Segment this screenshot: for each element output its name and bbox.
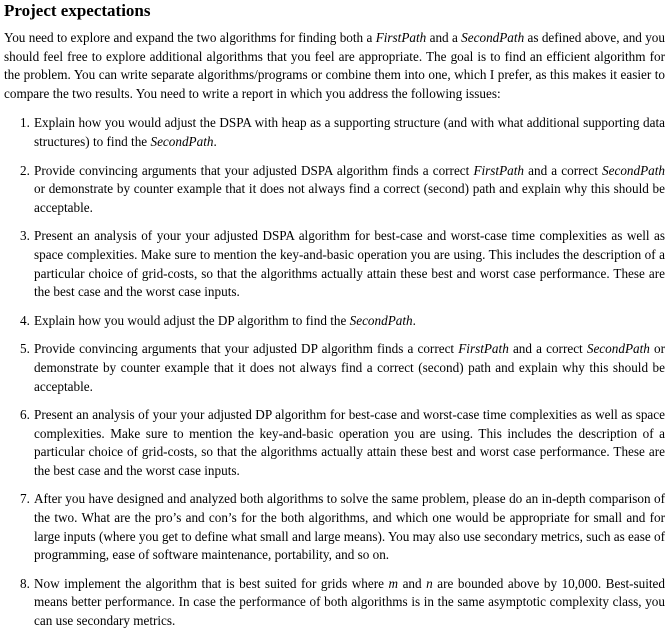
list-item [4,162,665,218]
list-item-number: 1. [20,115,30,131]
list-item-text: Explain how you would adjust the DSPA with heap as a supporting structure (and with what additional supporting data structures) to find the SecondPath. [34,115,665,149]
list-item-number: 8. [20,575,30,591]
list-item [4,312,665,331]
list-item-number: 6. [20,407,30,423]
list-item [4,575,665,631]
list-item-number: 2. [20,162,30,178]
list-item-number: 4. [20,312,30,328]
list-item-number: 5. [20,341,30,357]
list-item-text: After you have designed and analyzed both algorithms to solve the same problem, please do an in-depth comparison of the two. What are the pro’s and con’s for the both algorithms, and which one would be appropriate for small and for large inputs (where you get to define what small and large means). You may also use secondary metrics, such as ease of programming, ease of software maintenance, portability, and so on. [34,491,665,563]
list-item-text: Now implement the algorithm that is best suited for grids where m and n are bounded above by 10,000. Best-suited means better performance. In case the performance of both algorithms is in the same asymptotic complexity class, you can use secondary metrics. [34,575,666,629]
list-item-text: Present an analysis of your your adjusted DP algorithm for best-case and worst-case time complexities as well as space complexities. Make sure to mention the key-and-basic operation you are using. This includes the description of a particular choice of grid-costs, so that the algorithms actually attain these best and worst case performance. These are the best case and the worst case inputs. [34,407,665,478]
list-item-text: Explain how you would adjust the DP algorithm to find the SecondPath. [34,312,416,328]
intro-paragraph: You need to explore and expand the two algorithms for finding both a FirstPath and a SecondPath as defined above, and you should feel free to explore additional algorithms that you feel are appropriate. The goal is to find an efficient algorithm for the problem. You can write separate algorithms/programs or combine them into one, which I prefer, as this makes it easier to compare the two results. You need to write a report in which you address the following issues: [4,30,665,101]
list-item [4,340,665,396]
list-item-text: Provide convincing arguments that your adjusted DP algorithm finds a correct FirstPath and a correct SecondPath or demonstrate by counter example that it does not always find a correct (second) path and explain why this should be acceptable. [34,341,665,394]
list-item-number: 7. [20,491,30,507]
list-item [4,490,665,564]
list-item-text: Provide convincing arguments that your adjusted DSPA algorithm finds a correct FirstPath and a correct SecondPath or demonstrate by counter example that it does not always find a correct (second) path and explain why this should be acceptable. [34,162,666,215]
list-item-number: 3. [20,228,30,244]
requirements-list [4,114,665,630]
list-item [4,114,665,151]
list-item-text: Present an analysis of your your adjusted DSPA algorithm for best-case and worst-case time complexities as well as space complexities. Make sure to mention the key-and-basic operation you are using. This includes the description of a particular choice of grid-costs, so that the algorithms actually attain these best and worst case performance. These are the best case and the worst case inputs. [34,228,665,300]
list-item [4,406,665,480]
list-item [4,227,665,301]
section-title: Project expectations [4,1,151,20]
